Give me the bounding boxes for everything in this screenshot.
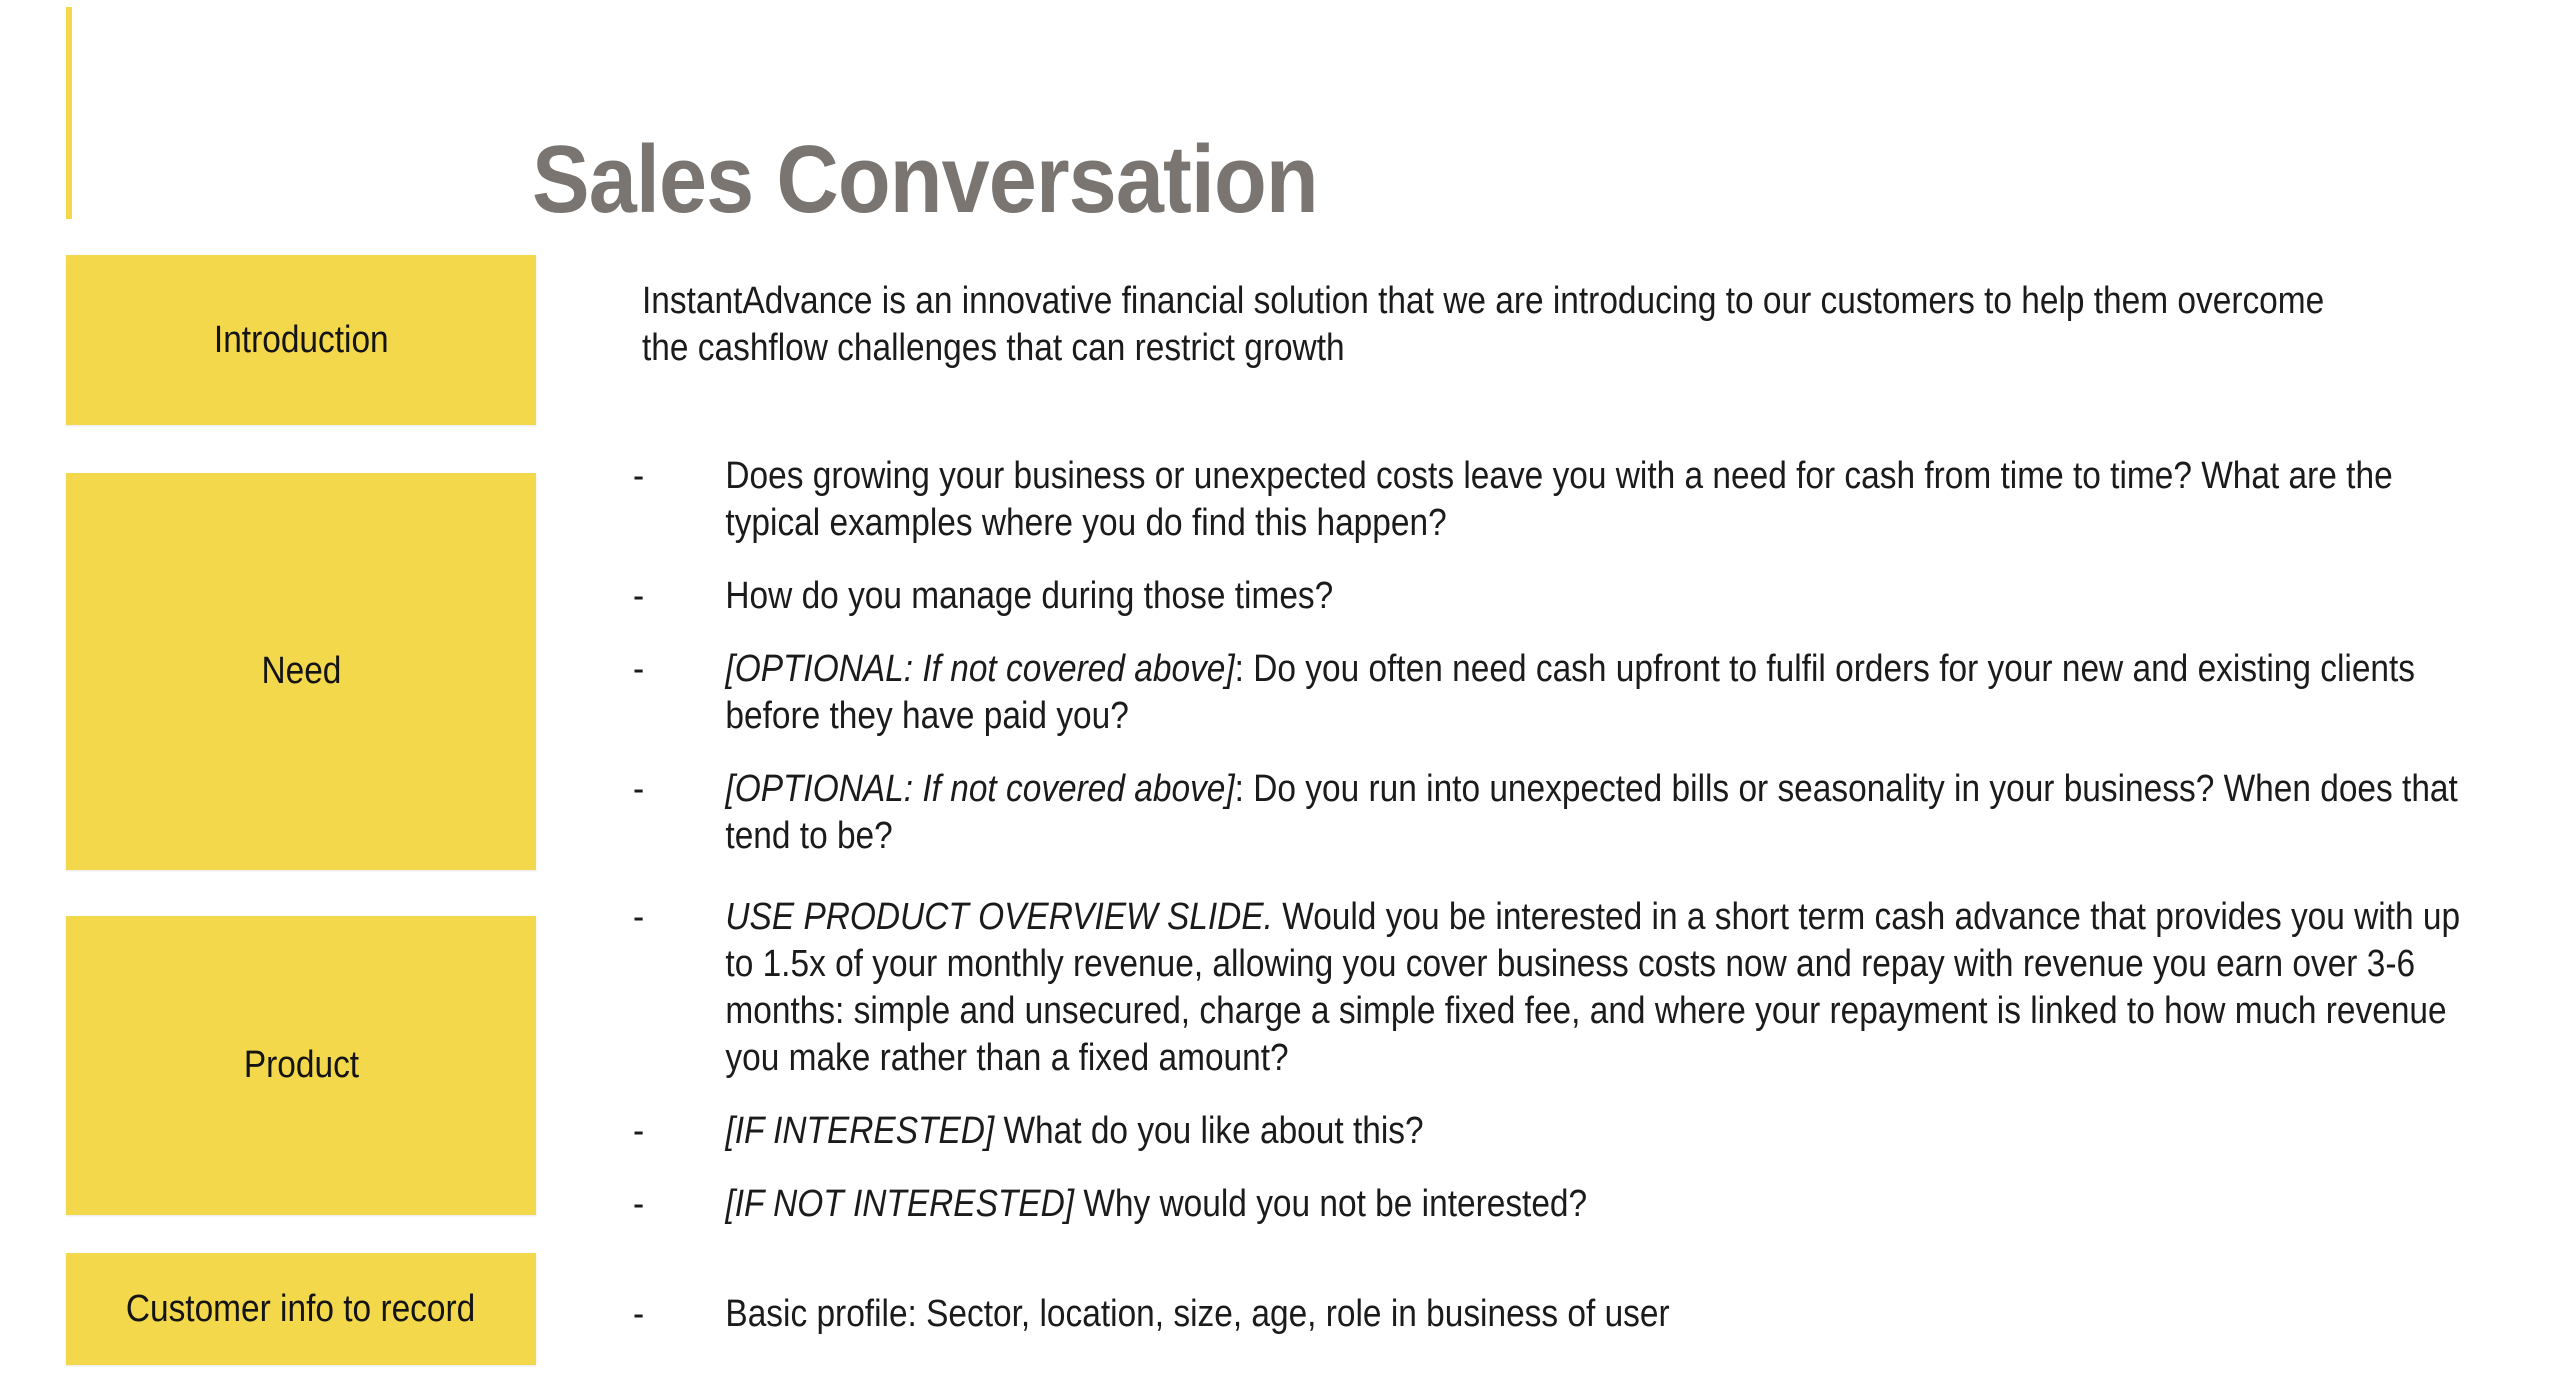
need-bullets-block	[633, 453, 2560, 886]
bullet-text: [IF INTERESTED] What do you like about this?	[725, 1110, 1424, 1152]
bullet-list-customer-info	[633, 1291, 2468, 1338]
bullet-text: Basic profile: Sector, location, size, age, role in business of user	[725, 1293, 1670, 1335]
bullet-item	[633, 1181, 2468, 1228]
bullet-text-italic-lead: [OPTIONAL: If not covered above]	[725, 648, 1235, 690]
bullet-dash: -	[633, 575, 645, 617]
product-bullets-block	[633, 894, 2560, 1254]
section-label-product: Product	[243, 1044, 359, 1086]
bullet-item	[633, 646, 2468, 740]
bullet-text: [IF NOT INTERESTED] Why would you not be interested?	[725, 1183, 1588, 1225]
introduction-paragraph: InstantAdvance is an innovative financial solution that we are introducing to our customers to help them overcome the cashflow challenges that can restrict growth	[642, 280, 2325, 369]
section-label-customer-info: Customer info to record	[126, 1287, 476, 1330]
bullet-item	[633, 1108, 2468, 1155]
bullet-text: [OPTIONAL: If not covered above]: Do you run into unexpected bills or seasonality in your business? When does that tend to be?	[725, 768, 2458, 857]
bullet-list-product	[633, 894, 2468, 1228]
section-box-product	[66, 916, 536, 1215]
bullet-dash: -	[633, 896, 645, 938]
bullet-dash: -	[633, 768, 645, 810]
bullet-item	[633, 453, 2468, 547]
section-box-customer-info	[66, 1253, 536, 1365]
bullet-text: [OPTIONAL: If not covered above]: Do you often need cash upfront to fulfil orders for your new and existing clients before they have paid you?	[725, 648, 2416, 737]
bullet-text: Does growing your business or unexpected costs leave you with a need for cash from time to time? What are the typical examples where you do find this happen?	[725, 455, 2393, 544]
section-box-introduction	[66, 255, 536, 425]
section-box-need	[66, 473, 536, 870]
title-accent-bar	[66, 7, 72, 219]
section-label-introduction: Introduction	[213, 318, 389, 361]
bullet-text-italic-lead: [IF NOT INTERESTED]	[725, 1183, 1075, 1225]
bullet-dash: -	[633, 1183, 645, 1225]
bullet-item	[633, 573, 2468, 620]
section-label-need: Need	[261, 650, 341, 692]
bullet-text-italic-lead: [IF INTERESTED]	[725, 1110, 995, 1152]
bullet-text: USE PRODUCT OVERVIEW SLIDE. Would you be interested in a short term cash advance that provides you with up to 1.5x of your monthly revenue, allowing you cover business costs now and repay with revenue you earn over 3-6 months: simple and unsecured, charge a simple fixed fee, and where your repayment is linked to how much revenue you make rather than a fixed amount?	[725, 896, 2461, 1079]
bullet-text-italic-lead: USE PRODUCT OVERVIEW SLIDE.	[725, 896, 1273, 938]
customer-info-bullets-block	[633, 1291, 2560, 1364]
bullet-list-need	[633, 453, 2468, 860]
bullet-dash: -	[633, 648, 645, 690]
bullet-item	[633, 894, 2468, 1082]
page-title-text: Sales Conversation	[532, 126, 1318, 234]
introduction-text-block	[642, 278, 2560, 372]
bullet-text-italic-lead: [OPTIONAL: If not covered above]	[725, 768, 1235, 810]
bullet-dash: -	[633, 455, 645, 497]
bullet-item	[633, 1291, 2468, 1338]
page-title	[532, 126, 1405, 234]
bullet-dash: -	[633, 1293, 645, 1335]
bullet-item	[633, 766, 2468, 860]
bullet-text: How do you manage during those times?	[725, 575, 1334, 617]
bullet-dash: -	[633, 1110, 645, 1152]
